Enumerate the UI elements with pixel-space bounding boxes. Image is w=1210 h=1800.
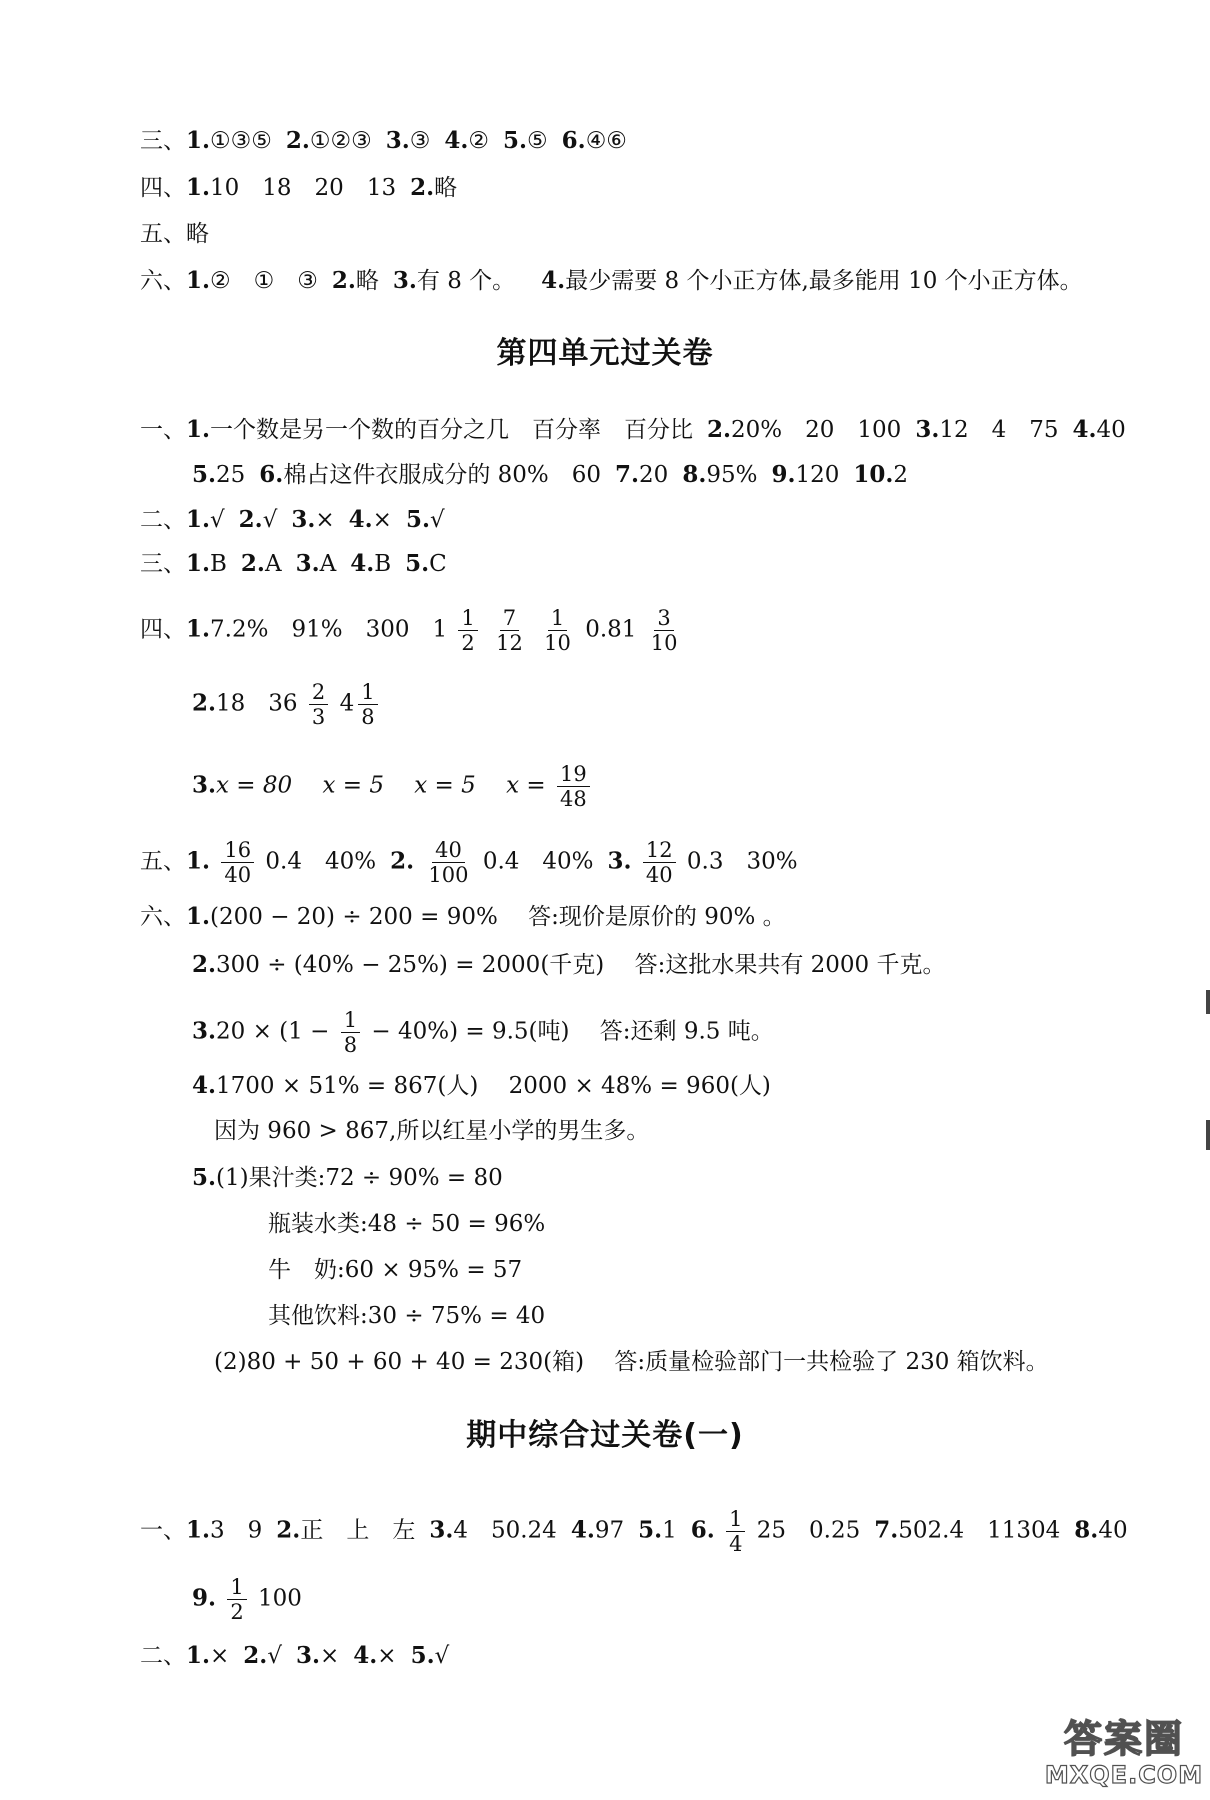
unit4-line-8: 五、1. $\frac{16}{40}$ 0.4 40% 2. $\frac{40}{100}$ 0.4 40% 3. $\frac{12}{40}$ 0.3 30% xyxy=(140,838,798,887)
unit4-line-18: (2)80 + 50 + 60 + 40 = 230(箱) 答:质量检验部门一共检验了 230 箱饮料。 xyxy=(214,1349,1049,1375)
watermark-logo xyxy=(1044,1710,1204,1796)
unit4-line-5: 四、1.7.2% 91% 300 1 $\frac{1}{2}$ $\frac{7}{12}$ $\frac{1}{10}$ 0.81 $\frac{3}{10}$ xyxy=(0,606,1210,655)
scan-edge-mark xyxy=(1206,990,1210,1014)
fraction: $\frac{1}{4}$ xyxy=(726,1507,745,1556)
answer-line-wu: 五、略 xyxy=(140,221,209,247)
midterm-line-3: 二、1.× 2.√ 3.× 4.× 5.√ xyxy=(140,1642,450,1669)
unit4-line-6: 2.18 36 $\frac{2}{3}$ 4 $\frac{1}{8}$ xyxy=(0,680,1210,729)
fraction: $\frac{1}{8}$ xyxy=(358,680,377,729)
fraction: $\frac{40}{100}$ xyxy=(428,838,469,887)
answer-line-san: 三、1.①③⑤ 2.①②③ 3.③ 4.② 5.⑤ 6.④⑥ xyxy=(140,127,627,154)
unit4-line-17: 其他饮料:30 ÷ 75% = 40 xyxy=(268,1303,546,1329)
fraction: $\frac{3}{10}$ xyxy=(650,606,678,655)
watermark-top-text: 答案圈 xyxy=(1063,1717,1184,1761)
unit4-line-13: 因为 960 > 867,所以红星小学的男生多。 xyxy=(214,1118,650,1144)
watermark-bottom-text: MXQE.COM xyxy=(1044,1761,1204,1789)
unit4-line-9: 六、1.(200 − 20) ÷ 200 = 90% 答:现价是原价的 90% 。 xyxy=(140,903,786,930)
unit4-line-15: 瓶装水类:48 ÷ 50 = 96% xyxy=(268,1211,546,1237)
fraction: $\frac{7}{12}$ xyxy=(496,606,523,655)
unit4-line-11: 3.20 × (1 − $\frac{1}{8}$ − 40%) = 9.5(吨) 答:还剩 9.5 吨。 xyxy=(192,1008,774,1057)
fraction: $\frac{1}{2}$ xyxy=(458,606,477,655)
midterm-title: 期中综合过关卷(一) xyxy=(466,1418,744,1453)
fraction: $\frac{1}{8}$ xyxy=(341,1008,360,1057)
midterm-line-2: 9. $\frac{1}{2}$ 100 xyxy=(192,1575,302,1624)
unit4-line-3: 二、1.√ 2.√ 3.× 4.× 5.√ xyxy=(140,506,445,533)
fraction: $\frac{2}{3}$ xyxy=(309,680,328,729)
unit4-line-4: 三、1.B 2.A 3.A 4.B 5.C xyxy=(140,550,447,577)
unit4-title: 第四单元过关卷 xyxy=(496,336,714,371)
fraction: $\frac{1}{10}$ xyxy=(544,606,571,655)
unit4-line-7: 3.x = 80 x = 5 x = 5 x = $\frac{19}{48}$ xyxy=(0,762,1210,811)
fraction: $\frac{19}{48}$ xyxy=(557,762,590,811)
fraction: $\frac{1}{2}$ xyxy=(227,1575,246,1624)
answer-line-si: 四、1.10 18 20 13 2.略 xyxy=(140,174,458,201)
fraction: $\frac{12}{40}$ xyxy=(643,838,676,887)
fraction: $\frac{16}{40}$ xyxy=(221,838,254,887)
unit4-line-1: 一、1.一个数是另一个数的百分之几 百分率 百分比 2.20% 20 100 3.12 4 75 4.40 xyxy=(140,416,1126,443)
answer-line-liu: 六、1.② ① ③ 2.略 3.有 8 个。 4.最少需要 8 个小正方体,最多能用 10 个小正方体。 xyxy=(140,267,1083,294)
scan-edge-mark xyxy=(1206,1120,1210,1150)
midterm-line-1: 一、1.3 9 2.正 上 左 3.4 50.24 4.97 5.1 6. $\frac{1}{4}$ 25 0.25 7.502.4 11304 8.40 xyxy=(140,1507,1128,1556)
unit4-line-16: 牛 奶:60 × 95% = 57 xyxy=(268,1257,523,1283)
unit4-line-10: 2.300 ÷ (40% − 25%) = 2000(千克) 答:这批水果共有 2000 千克。 xyxy=(192,951,946,978)
unit4-line-14: 5.(1)果汁类:72 ÷ 90% = 80 xyxy=(192,1164,503,1191)
unit4-line-12: 4.1700 × 51% = 867(人) 2000 × 48% = 960(人) xyxy=(192,1072,771,1099)
unit4-line-2: 5.25 6.棉占这件衣服成分的 80% 60 7.20 8.95% 9.120 10.2 xyxy=(192,461,909,488)
